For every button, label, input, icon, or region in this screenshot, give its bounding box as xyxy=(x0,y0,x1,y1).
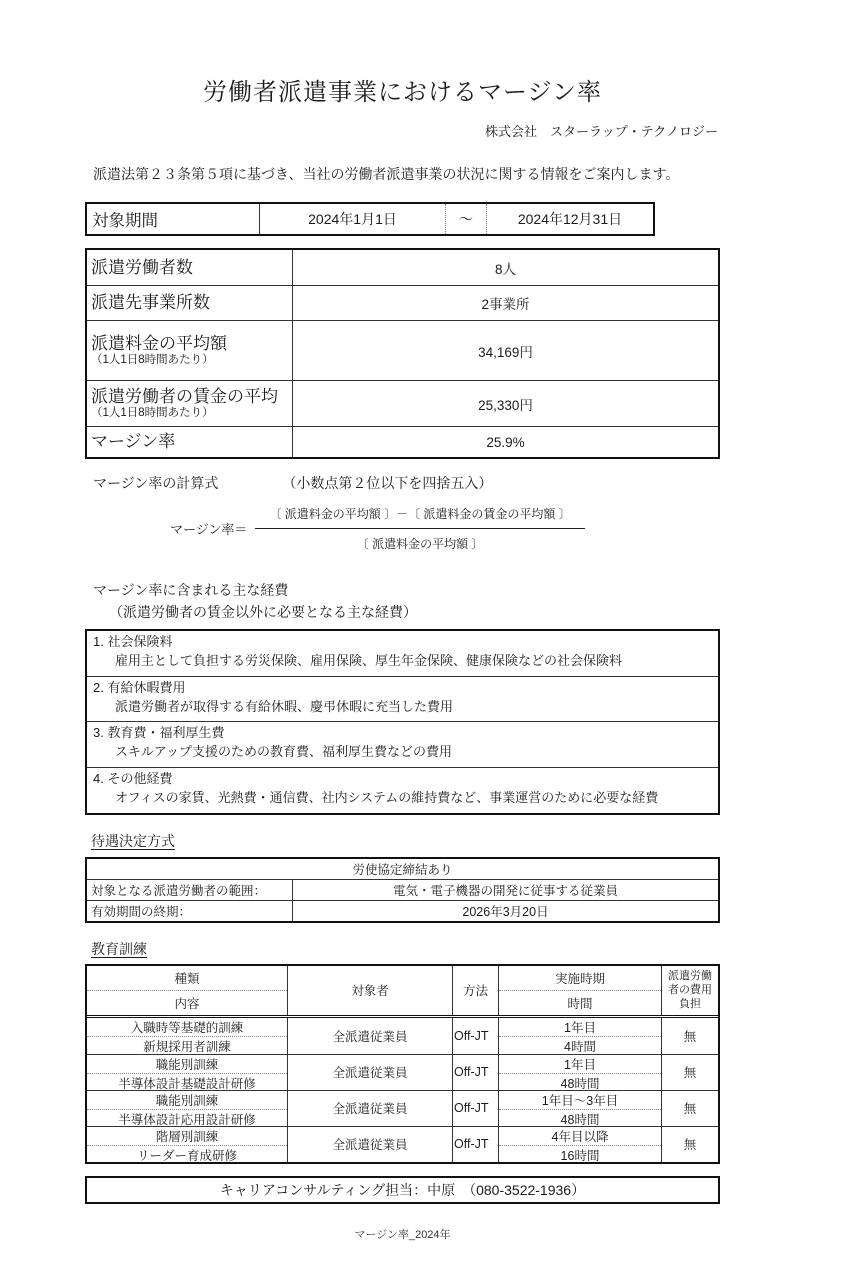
training-type-content xyxy=(87,1127,287,1162)
formula-fraction xyxy=(255,505,584,552)
period-end-date: 2024年12月31日 xyxy=(517,211,623,227)
expense-title: 1. 社会保険料 xyxy=(93,634,173,649)
header-type-content xyxy=(87,966,287,1015)
label-text: 派遣労働者数 xyxy=(91,257,193,277)
header-content: 内容 xyxy=(174,996,200,1011)
training-method: Off-JT xyxy=(452,1018,498,1054)
header-burden: 派遣労働者の費用負担 xyxy=(661,966,718,1015)
training-type-content xyxy=(87,1055,287,1090)
training-period: 4年目以降 xyxy=(499,1127,661,1146)
training-type: 職能別訓練 xyxy=(87,1091,287,1110)
row-value: 34,169円 xyxy=(292,321,718,380)
training-content: 新規採用者訓練 xyxy=(143,1039,231,1054)
row-value: 25.9% xyxy=(292,427,718,457)
list-item xyxy=(87,676,718,722)
expenses-subheading: （派遣労働者の賃金以外に必要となる主な経費） xyxy=(109,604,417,620)
training-method: Off-JT xyxy=(452,1055,498,1090)
training-method: Off-JT xyxy=(452,1127,498,1162)
label-text: マージン率 xyxy=(91,432,176,452)
training-type-content xyxy=(87,1018,287,1054)
training-period: 1年目 xyxy=(499,1018,661,1037)
header-period: 実施時期 xyxy=(499,966,661,991)
training-period-hours xyxy=(498,1091,661,1126)
training-type: 階層別訓練 xyxy=(87,1127,287,1146)
row-value: 8人 xyxy=(292,250,718,285)
document-content xyxy=(85,72,720,1242)
company-name: 株式会社 スターラップ・テクノロジー xyxy=(485,124,718,139)
treatment-heading: 待遇決定方式 xyxy=(91,832,175,849)
row-label xyxy=(87,250,292,285)
header-target: 対象者 xyxy=(287,966,452,1015)
training-burden: 無 xyxy=(661,1055,718,1090)
header-period-hours xyxy=(498,966,661,1015)
training-method: Off-JT xyxy=(452,1091,498,1126)
training-period: 1年目～3年目 xyxy=(499,1091,661,1110)
table-row xyxy=(87,380,718,426)
expense-detail: 雇用主として負担する労災保険、雇用保険、厚生年金保険、健康保険などの社会保険料 xyxy=(115,652,623,668)
period-label: 対象期間 xyxy=(92,212,158,230)
training-heading: 教育訓練 xyxy=(91,940,147,957)
formula-denominator: 〔 派遣料金の平均額 〕 xyxy=(356,537,484,551)
table-row xyxy=(87,1054,718,1090)
table-row xyxy=(87,859,718,879)
table-row xyxy=(87,1090,718,1126)
row-label xyxy=(87,381,292,426)
document-footer: マージン率_2024年 xyxy=(354,1228,451,1241)
training-type-content xyxy=(87,1091,287,1126)
training-header-row xyxy=(87,966,718,1018)
training-content: 半導体設計基礎設計研修 xyxy=(118,1076,256,1091)
table-row xyxy=(87,250,718,285)
label-note: （1人1日8時間あたり） xyxy=(91,353,214,366)
training-period: 1年目 xyxy=(499,1055,661,1074)
training-period-hours xyxy=(498,1018,661,1054)
scope-value: 電気・電子機器の開発に従事する従業員 xyxy=(292,880,718,900)
expense-title: 2. 有給休暇費用 xyxy=(93,679,186,695)
formula-heading-text: マージン率の計算式 xyxy=(93,475,219,491)
training-target: 全派遣従業員 xyxy=(287,1091,452,1126)
summary-table xyxy=(85,248,720,459)
row-label xyxy=(87,427,292,457)
list-item xyxy=(87,767,718,813)
document-page xyxy=(0,72,848,1270)
training-period-hours xyxy=(498,1127,661,1162)
expenses-box xyxy=(85,629,720,815)
expiry-label: 有効期間の終期： xyxy=(91,904,192,919)
period-tilde: ～ xyxy=(445,204,487,234)
row-value: 25,330円 xyxy=(292,381,718,426)
training-burden: 無 xyxy=(661,1091,718,1126)
page-title: 労働者派遣事業におけるマージン率 xyxy=(203,79,602,106)
intro-text: 派遣法第２３条第５項に基づき、当社の労働者派遣事業の状況に関する情報をご案内します。 xyxy=(93,166,680,182)
list-item xyxy=(87,631,718,676)
list-item xyxy=(87,721,718,767)
expiry-value: 2026年3月20日 xyxy=(292,901,718,921)
row-label xyxy=(87,321,292,380)
training-period-hours xyxy=(498,1055,661,1090)
header-method: 方法 xyxy=(452,966,498,1015)
agreement-status: 労使協定締結あり xyxy=(352,862,453,877)
table-row xyxy=(87,900,718,921)
training-table xyxy=(85,964,720,1164)
expense-detail: オフィスの家賃、光熱費・通信費、社内システムの維持費など、事業運営のために必要な経費 xyxy=(115,789,659,805)
rounding-note: （小数点第２位以下を四捨五入） xyxy=(282,475,493,491)
formula-lhs: マージン率＝ xyxy=(170,522,248,537)
career-consulting-contact: キャリアコンサルティング担当：中原 （080-3522-1936） xyxy=(85,1176,720,1204)
label-text: 派遣先事業所数 xyxy=(91,293,210,313)
training-burden: 無 xyxy=(661,1127,718,1162)
row-value: 2事業所 xyxy=(292,286,718,320)
training-burden: 無 xyxy=(661,1018,718,1054)
period-table xyxy=(85,202,655,236)
label-text: 派遣料金の平均額 xyxy=(91,334,227,354)
period-start-date: 2024年1月1日 xyxy=(259,204,445,234)
expenses-heading: マージン率に含まれる主な経費 xyxy=(93,582,289,598)
table-row xyxy=(87,285,718,320)
training-type: 職能別訓練 xyxy=(87,1055,287,1074)
treatment-table xyxy=(85,857,720,923)
table-row xyxy=(87,320,718,380)
training-type: 入職時等基礎的訓練 xyxy=(87,1018,287,1037)
table-row xyxy=(87,426,718,457)
expense-title: 4. その他経費 xyxy=(93,771,173,787)
training-target: 全派遣従業員 xyxy=(287,1018,452,1054)
expense-detail: スキルアップ支援のための教育費、福利厚生費などの費用 xyxy=(115,744,452,760)
formula-numerator: 〔 派遣料金の平均額 〕－〔 派遣料金の賃金の平均額 〕 xyxy=(255,505,584,529)
training-target: 全派遣従業員 xyxy=(287,1055,452,1090)
table-row xyxy=(87,1126,718,1162)
label-note: （1人1日8時間あたり） xyxy=(91,406,214,419)
training-hours: 16時間 xyxy=(560,1148,600,1163)
training-hours: 4時間 xyxy=(564,1039,596,1054)
training-target: 全派遣従業員 xyxy=(287,1127,452,1162)
table-row xyxy=(87,879,718,900)
training-content: 半導体設計応用設計研修 xyxy=(118,1112,256,1127)
header-hours: 時間 xyxy=(567,996,593,1011)
header-type: 種類 xyxy=(87,966,287,991)
expense-detail: 派遣労働者が取得する有給休暇、慶弔休暇に充当した費用 xyxy=(115,698,454,714)
formula-heading xyxy=(93,473,720,493)
training-hours: 48時間 xyxy=(560,1076,600,1091)
margin-rate-formula xyxy=(170,505,720,552)
label-text: 派遣労働者の賃金の平均 xyxy=(91,387,278,407)
row-label xyxy=(87,286,292,320)
scope-label: 対象となる派遣労働者の範囲： xyxy=(91,883,267,898)
training-content: リーダー育成研修 xyxy=(136,1148,237,1163)
table-row xyxy=(87,1018,718,1054)
training-hours: 48時間 xyxy=(560,1112,600,1127)
expense-title: 3. 教育費・福利厚生費 xyxy=(93,725,225,741)
